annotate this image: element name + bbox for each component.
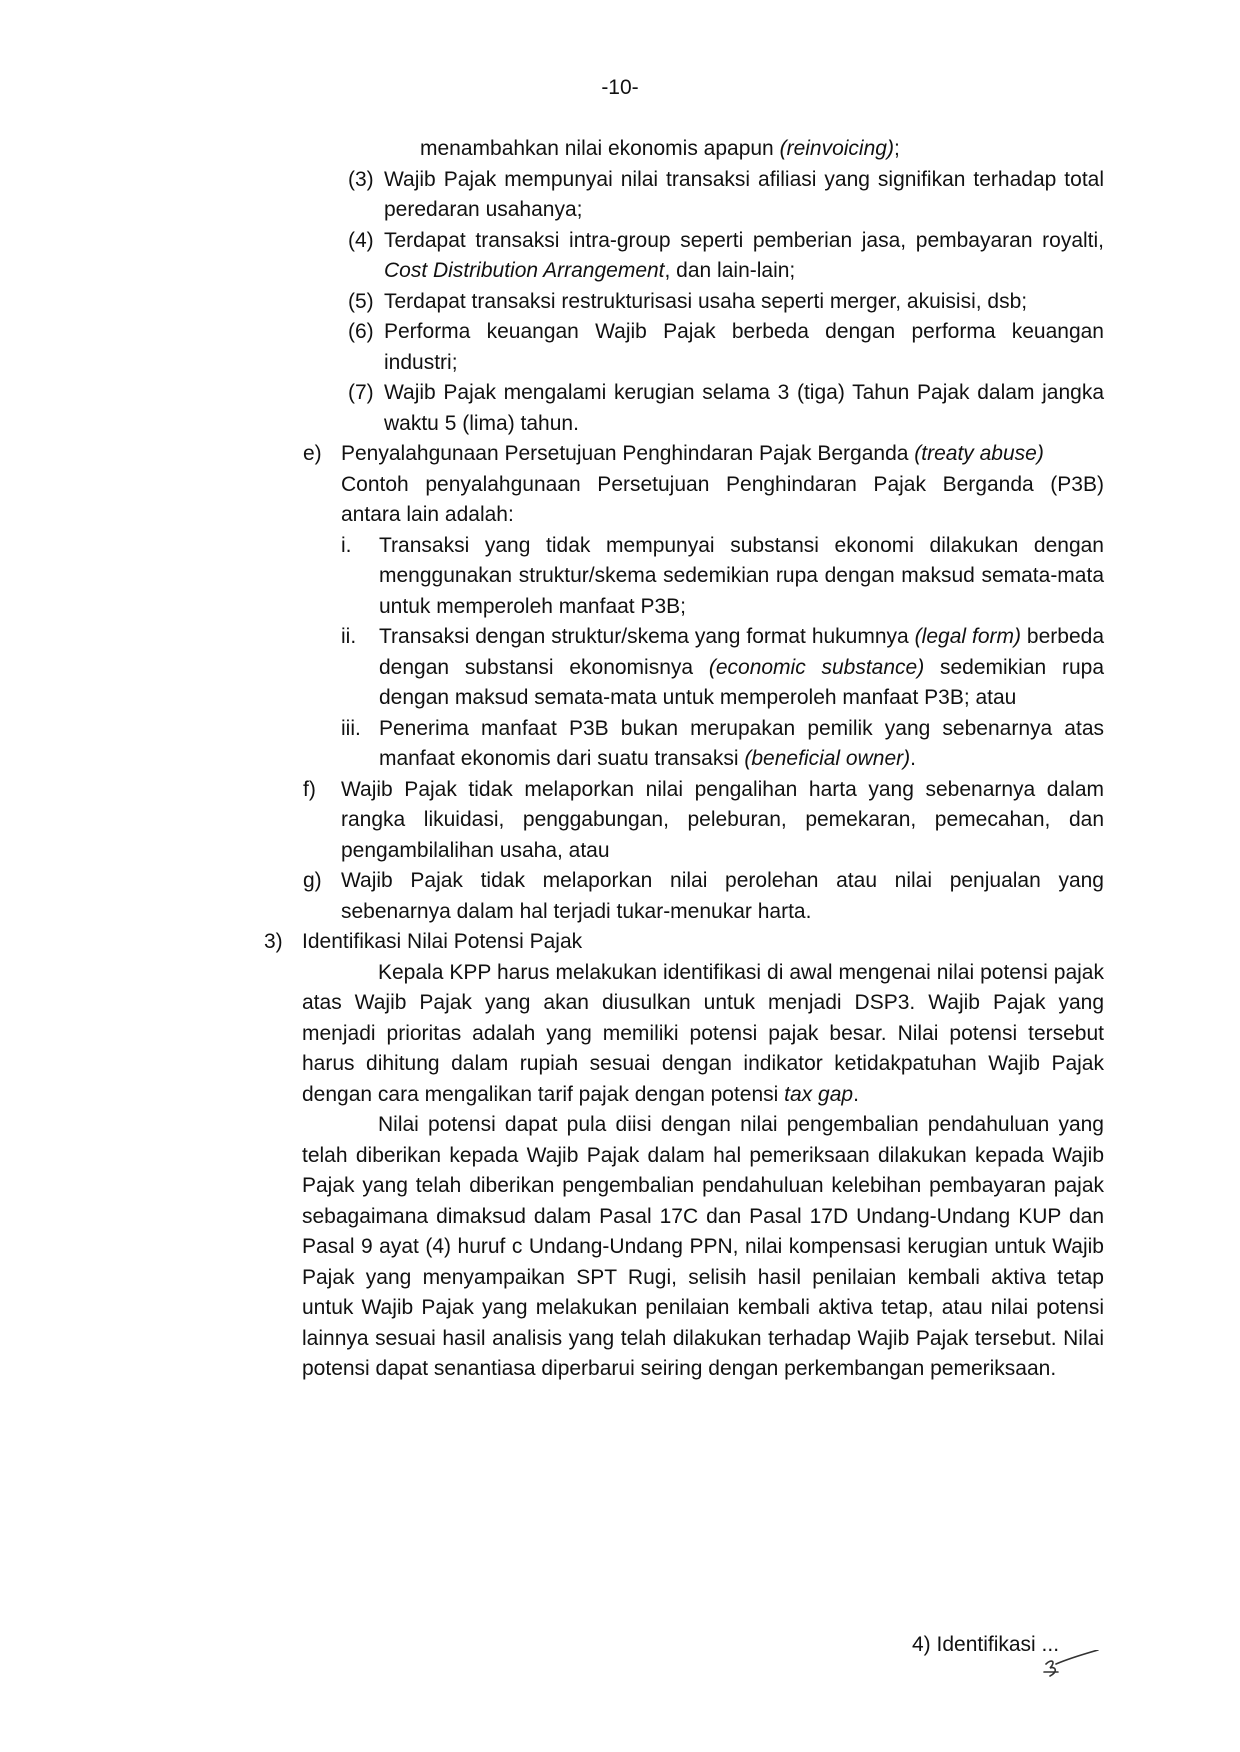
- paragraph-italic: tax gap: [784, 1082, 854, 1106]
- list-item: [303, 775, 1104, 867]
- item-text-part: sedemikian rupa dengan maksud semata-mata untuk memperoleh manfaat P3B; atau: [379, 655, 1105, 709]
- item-text-part: berbeda dengan substansi ekonomisnya: [379, 625, 1105, 679]
- item-text: Transaksi yang tidak mempunyai substansi ekonomi dilakukan dengan menggunakan struktur/skema sedemikian rupa dengan maksud semata-mata untuk memperoleh manfaat P3B;: [379, 533, 1104, 618]
- item-text: Wajib Pajak tidak melaporkan nilai pengalihan harta yang sebenarnya dalam rangka likuidasi, penggabungan, peleburan, pemekaran, pemecahan, dan pengambilalihan usaha, atau: [341, 777, 1104, 862]
- item-letter: e): [303, 442, 322, 465]
- section-heading: [264, 927, 1104, 958]
- list-item: [341, 531, 1104, 623]
- item-roman: iii.: [341, 716, 361, 740]
- item-italic: (reinvoicing): [779, 137, 894, 160]
- item-text-part: .: [910, 747, 916, 770]
- item-number: (5): [348, 289, 374, 313]
- item-text: [379, 622, 1104, 714]
- item-number: (6): [348, 320, 374, 343]
- list-item: [348, 378, 1104, 439]
- list-item: [348, 165, 1104, 226]
- list-item: [348, 226, 1104, 287]
- item-text: Terdapat transaksi restrukturisasi usaha seperti merger, akuisisi, dsb;: [384, 289, 1028, 313]
- item-roman: ii.: [341, 625, 357, 648]
- section-title: Identifikasi Nilai Potensi Pajak: [302, 930, 583, 953]
- item-italic: Cost Distribution Arrangement: [384, 259, 665, 282]
- subparagraph: Contoh penyalahgunaan Persetujuan Penghindaran Pajak Berganda (P3B) antara lain adalah:: [341, 472, 1104, 526]
- item-text: Performa keuangan Wajib Pajak berbeda dengan performa keuangan industri;: [384, 320, 1104, 374]
- item-text: Wajib Pajak mengalami kerugian selama 3 (tiga) Tahun Pajak dalam jangka waktu 5 (lima) tahun.: [384, 381, 1104, 435]
- list-item: [348, 317, 1104, 378]
- item-letter: f): [303, 777, 316, 801]
- page-number: -10-: [601, 76, 639, 99]
- item-text-part: Penyalahgunaan Persetujuan Penghindaran Pajak Berganda: [341, 442, 915, 465]
- item-text: [384, 226, 1104, 287]
- list-item: [303, 439, 1104, 470]
- paragraph-text: .: [853, 1082, 859, 1106]
- list-item: [341, 622, 1104, 714]
- list-item: [341, 714, 1104, 775]
- list-item: [303, 866, 1104, 927]
- continuation-footer: 4) Identifikasi ...: [912, 1633, 1060, 1656]
- section-number: 3): [264, 930, 283, 953]
- item-roman: i.: [341, 533, 352, 557]
- item-text: [379, 714, 1104, 775]
- list-item-continuation: [420, 134, 1104, 165]
- item-text-part: Transaksi dengan struktur/skema yang format hukumnya: [379, 625, 915, 648]
- paragraph-text: Kepala KPP harus melakukan identifikasi di awal mengenai nilai potensi pajak atas Wajib Pajak yang akan diusulkan untuk menjadi DSP3. Wajib Pajak yang menjadi prioritas adalah yang memiliki potensi pajak besar. Nilai potensi tersebut harus dihitung dalam rupiah sesuai dengan indikator ketidakpatuhan Wajib Pajak dengan cara mengalikan tarif pajak dengan potensi: [302, 960, 1104, 1106]
- item-italic: (economic substance): [708, 655, 925, 679]
- item-text-part: , dan lain-lain;: [664, 259, 796, 282]
- item-number: (4): [348, 228, 374, 252]
- list-item: [348, 287, 1104, 318]
- paragraph: [302, 958, 1104, 1111]
- item-italic: (beneficial owner): [744, 747, 911, 770]
- item-number: (7): [348, 381, 374, 404]
- item-text: Wajib Pajak tidak melaporkan nilai perolehan atau nilai penjualan yang sebenarnya dalam hal terjadi tukar-menukar harta.: [341, 869, 1104, 923]
- item-letter: g): [303, 869, 322, 892]
- item-italic: (treaty abuse): [914, 442, 1044, 465]
- document-body: [0, 134, 1240, 1385]
- item-text: menambahkan nilai ekonomis apapun: [420, 137, 780, 160]
- paragraph: Nilai potensi dapat pula diisi dengan nilai pengembalian pendahuluan yang telah diberikan kepada Wajib Pajak dalam hal pemeriksaan dilakukan kepada Wajib Pajak yang telah diberikan pengembalian pendahuluan kelebihan pembayaran pajak sebagaimana dimaksud dalam Pasal 17C dan Pasal 17D Undang-Undang KUP dan Pasal 9 ayat (4) huruf c Undang-Undang PPN, nilai kompensasi kerugian untuk Wajib Pajak yang menyampaikan SPT Rugi, selisih hasil penilaian kembali aktiva tetap untuk Wajib Pajak yang melakukan penilaian kembali aktiva tetap, atau nilai potensi lainnya sesuai hasil analisis yang telah dilakukan terhadap Wajib Pajak tersebut. Nilai potensi dapat senantiasa diperbarui seiring dengan perkembangan pemeriksaan.: [302, 1113, 1104, 1380]
- item-text: [341, 439, 1104, 470]
- item-text-part: Terdapat transaksi intra-group seperti pemberian jasa, pembayaran royalti,: [384, 228, 1104, 252]
- item-number: (3): [348, 167, 374, 191]
- handwritten-initial: [1040, 1650, 1100, 1690]
- item-text-part: Penerima manfaat P3B bukan merupakan pemilik yang sebenarnya atas manfaat ekonomis dari suatu transaksi: [379, 716, 1104, 770]
- item-italic: (legal form): [914, 625, 1021, 648]
- item-text: Wajib Pajak mempunyai nilai transaksi afiliasi yang signifikan terhadap total peredaran usahanya;: [384, 167, 1104, 221]
- item-text: ;: [893, 137, 900, 160]
